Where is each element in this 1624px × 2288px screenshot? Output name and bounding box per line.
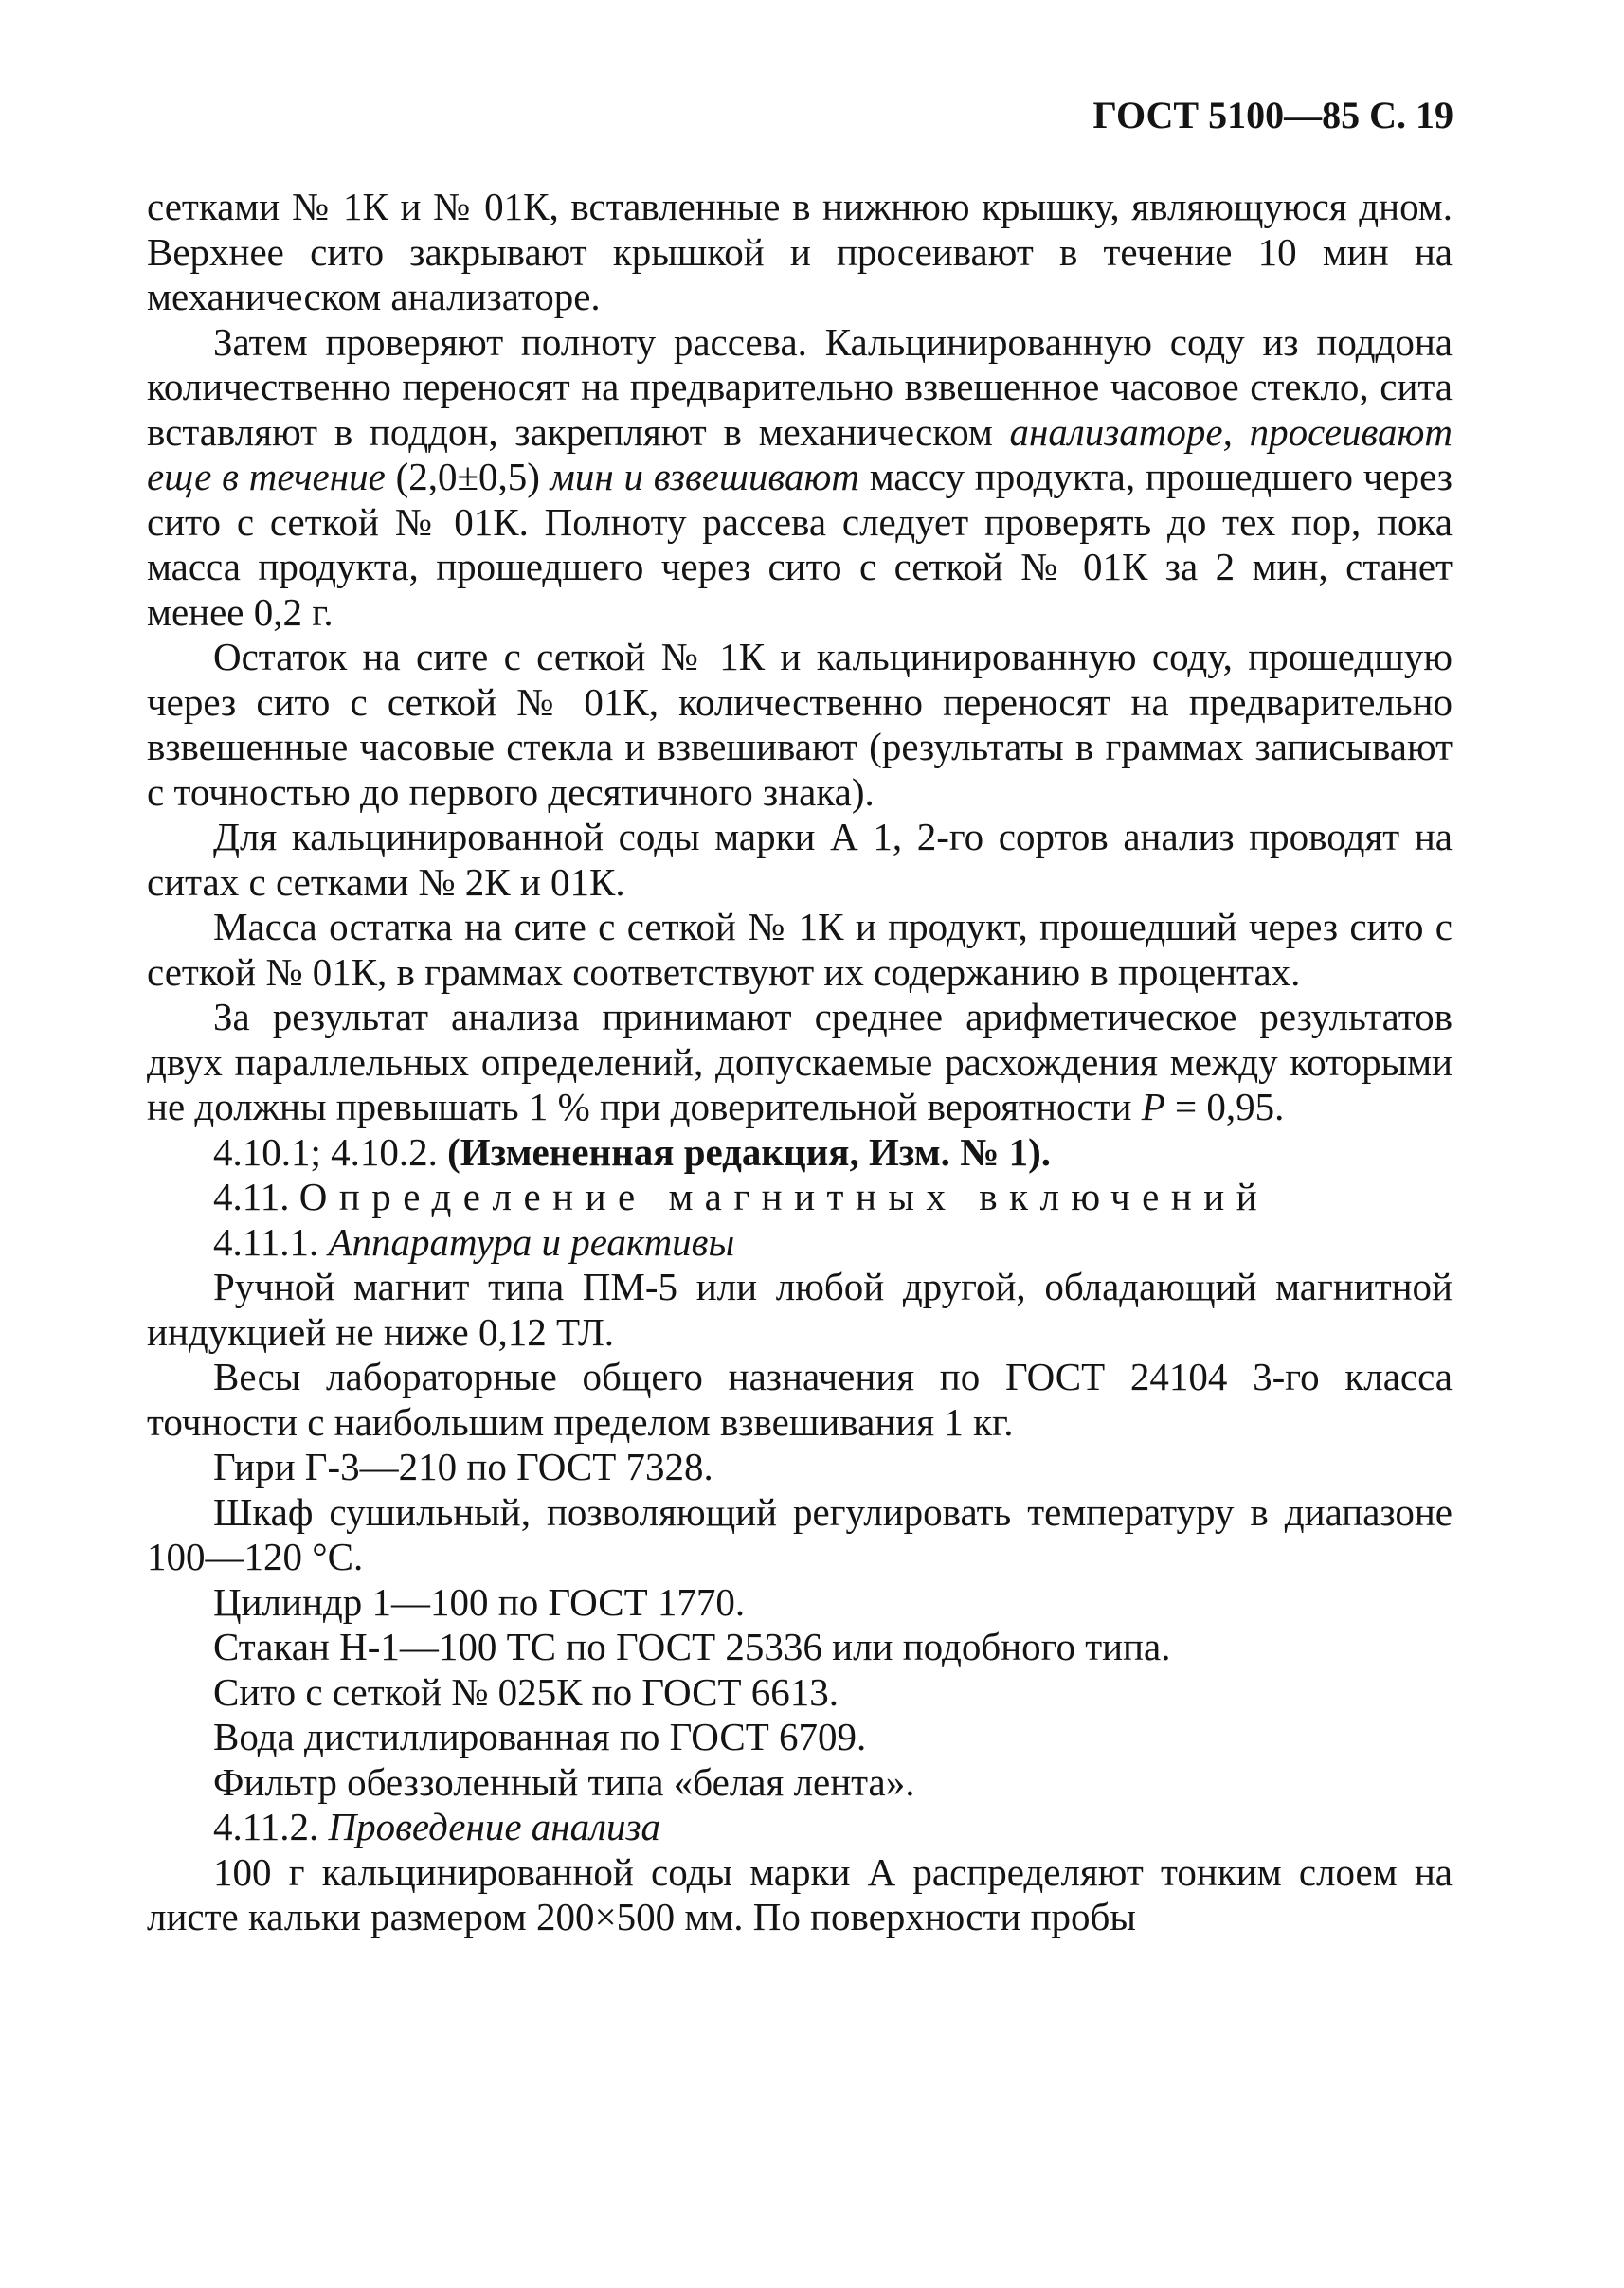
amendment-label: (Измененная редакция, Изм. № 1). <box>447 1129 1052 1174</box>
clause-number: 4.11.2. <box>213 1805 329 1848</box>
item-water: Вода дистиллированная по ГОСТ 6709. <box>213 1715 867 1758</box>
item-magnet: Ручной магнит типа ПМ-5 или любой другой, обладающий магнитной индукцией не ниже 0,12 ТЛ. <box>147 1265 1453 1354</box>
item-beaker: Стакан Н-1—100 ТС по ГОСТ 25336 или подобного типа. <box>213 1625 1171 1668</box>
paragraph-sieving-check <box>147 320 1453 636</box>
paragraph-result <box>147 995 1453 1130</box>
paragraph-sieving: сетками № 1К и № 01К, вставленные в нижнюю крышку, являющуюся дном. Верхнее сито закрывают крышкой и просеивают в течение 10 мин на механическом анализаторе. <box>147 185 1453 318</box>
variable-p: P <box>1141 1085 1165 1128</box>
clause-number: 4.10.1; 4.10.2. <box>213 1129 448 1174</box>
subsection-heading-procedure <box>147 1805 1453 1850</box>
item-cylinder: Цилиндр 1—100 по ГОСТ 1770. <box>213 1579 746 1624</box>
text-run: (2,0±0,5) <box>385 455 550 498</box>
section-heading-magnetic <box>147 1175 1453 1220</box>
italic-text-run: анализаторе, просеивают еще в течение <box>147 409 1453 498</box>
text-run: массу продукта, прошедшего через сито с сеткой № 01К. Полноту рассева следует проверять до тех пор, пока масса продукта, прошедшего через сито с сеткой № 01К за 2 мин, станет менее 0,2 г. <box>147 455 1453 634</box>
amendment-note <box>147 1130 1453 1176</box>
text-run: Затем проверяют полноту рассева. Кальцинированную соду из поддона количественно переносят на предварительно взвешенное часовое стекло, сита вставляют в поддон, закрепляют в механическом <box>147 319 1453 454</box>
paragraph-mass: Масса остатка на сите с сеткой № 1К и продукт, прошедший через сито с сеткой № 01К, в граммах соответствуют их содержанию в процентах. <box>147 905 1453 994</box>
subsection-title: Аппаратура и реактивы <box>328 1219 735 1264</box>
item-scales: Весы лабораторные общего назначения по ГОСТ 24104 3-го класса точности с наибольшим пределом взвешивания 1 кг. <box>147 1355 1453 1444</box>
subsection-heading-equipment <box>147 1220 1453 1266</box>
clause-number: 4.11.1. <box>213 1219 329 1264</box>
paragraph-procedure: 100 г кальцинированной соды марки А распределяют тонким слоем на листе кальки размером 200×500 мм. По поверхности пробы <box>147 1849 1453 1938</box>
item-filter: Фильтр обеззоленный типа «белая лента». <box>213 1759 915 1804</box>
clause-number: 4.11. <box>213 1175 299 1218</box>
item-sieve: Сито с сеткой № 025К по ГОСТ 6613. <box>213 1669 839 1714</box>
text-run: За результат анализа принимают среднее арифметическое результатов двух параллельных определений, допускаемые расхождения между которыми не должны превышать 1 % при доверительной вероятности <box>147 995 1453 1128</box>
running-header: ГОСТ 5100—85 С. 19 <box>1092 94 1453 136</box>
item-weights: Гири Г-3—210 по ГОСТ 7328. <box>213 1445 713 1488</box>
subsection-title: Проведение анализа <box>328 1805 661 1848</box>
item-oven: Шкаф сушильный, позволяющий регулировать температуру в диапазоне 100—120 °С. <box>147 1489 1453 1578</box>
text-run: = 0,95. <box>1164 1085 1285 1128</box>
italic-text-run: мин и взвешивают <box>550 455 859 498</box>
section-title: Определение магнитных включений <box>298 1175 1270 1218</box>
paragraph-residue: Остаток на сите с сеткой № 1К и кальцинированную соду, прошедшую через сито с сеткой № 01К, количественно переносят на предварительно взвешенные часовые стекла и взвешивают (результаты в граммах записывают с точностью до первого десятичного знака). <box>147 635 1453 814</box>
body-text <box>147 185 1453 1940</box>
paragraph-grade-a: Для кальцинированной соды марки А 1, 2-го сортов анализ проводят на ситах с сетками № 2К и 01К. <box>147 815 1453 904</box>
